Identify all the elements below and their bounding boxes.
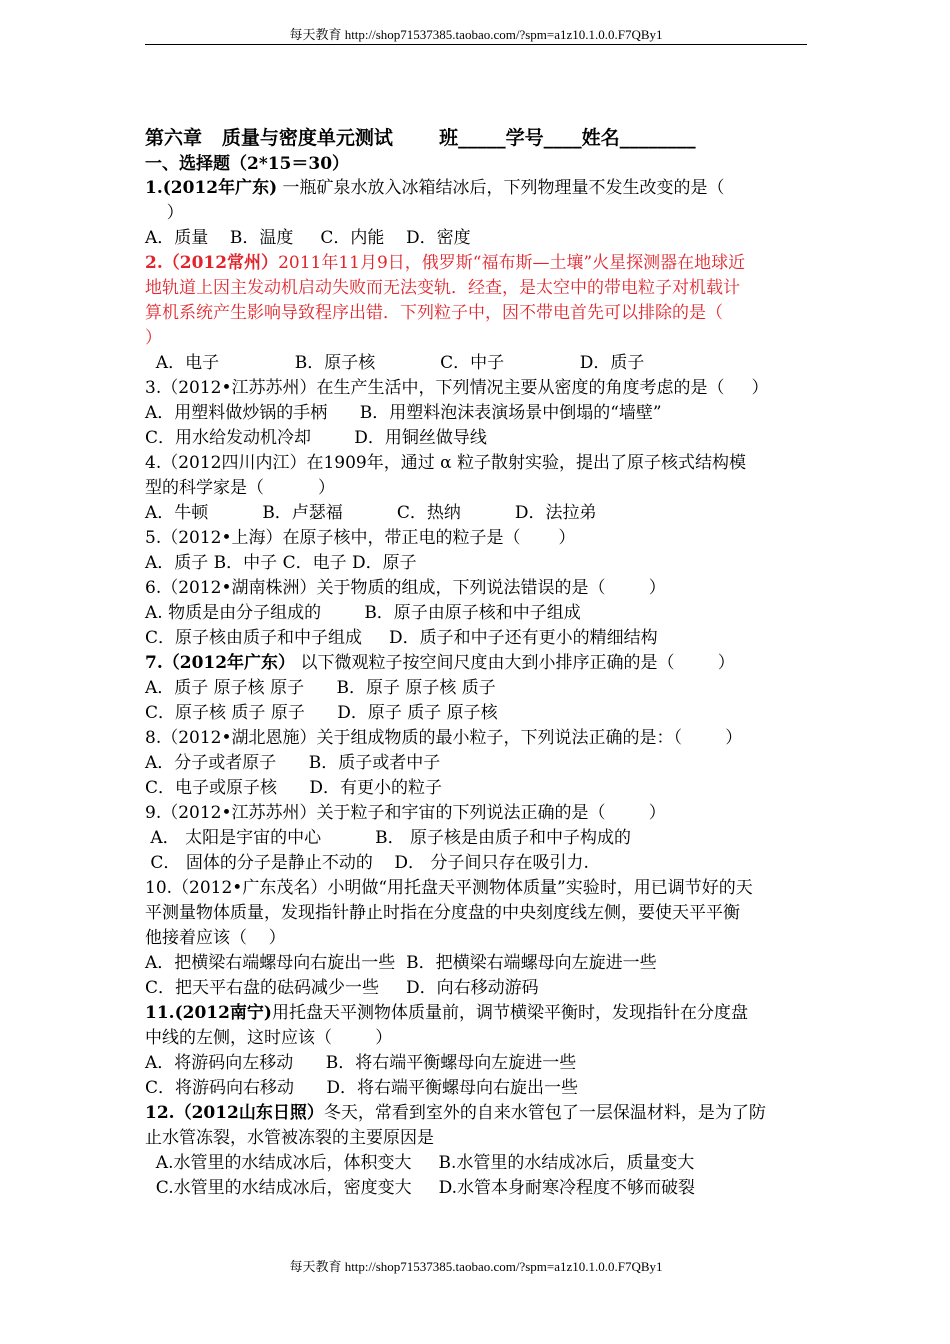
- question-options: C．原子核 质子 原子 D．原子 质子 原子核: [145, 703, 498, 723]
- question-4: [145, 451, 815, 526]
- question-source: 12.（2012山东日照）: [145, 1103, 324, 1123]
- question-text: 10.（2012•广东茂名）小明做“用托盘天平测物体质量”实验时，用已调节好的天: [145, 878, 753, 898]
- question-options: A．电子 B．原子核 C．中子 D．质子: [145, 353, 645, 373]
- question-7: [145, 651, 815, 726]
- question-2: [145, 251, 815, 351]
- question-options: A．质子 原子核 原子 B．原子 原子核 质子: [145, 678, 496, 698]
- question-text: 3.（2012•江苏苏州）在生产生活中，下列情况主要从密度的角度考虑的是（ ）: [145, 378, 769, 398]
- question-options: A．把横梁右端螺母向右旋出一些 B．把横梁右端螺母向左旋进一些: [145, 953, 657, 973]
- question-options: C．电子或原子核 D．有更小的粒子: [145, 778, 443, 798]
- question-options: A．牛顿 B．卢瑟福 C．热纳 D．法拉弟: [145, 503, 597, 523]
- question-3: [145, 376, 815, 451]
- question-text: 算机系统产生影响导致程序出错．下列粒子中，因不带电首先可以排除的是（: [145, 303, 723, 323]
- question-12: [145, 1101, 815, 1201]
- question-options: C．把天平右盘的砝码减少一些 D．向右移动游码: [145, 978, 539, 998]
- section-heading: 一、选择题（2*15＝30）: [145, 154, 350, 174]
- question-text: 地轨道上因主发动机启动失败而无法变轨．经查，是太空中的带电粒子对机载计: [145, 278, 740, 298]
- question-text: 9.（2012•江苏苏州）关于粒子和宇宙的下列说法正确的是（ ）: [145, 803, 666, 823]
- question-options: C.水管里的水结成冰后，密度变大 D.水管本身耐寒冷程度不够而破裂: [145, 1178, 696, 1198]
- question-1: [145, 176, 815, 251]
- question-options: A．分子或者原子 B．质子或者中子: [145, 753, 441, 773]
- question-10: [145, 876, 815, 1001]
- question-5: [145, 526, 815, 576]
- question-source: 1.(2012年广东): [145, 178, 278, 198]
- question-text: ）: [145, 203, 184, 223]
- question-options: C． 固体的分子是静止不动的 D． 分子间只存在吸引力.: [145, 853, 589, 873]
- question-options: A． 太阳是宇宙的中心 B． 原子核是由质子和中子构成的: [145, 828, 632, 848]
- question-text: 4.（2012四川内江）在1909年，通过 α 粒子散射实验，提出了原子核式结构模: [145, 453, 747, 473]
- question-options: A．质量 B．温度 C．内能 D．密度: [145, 228, 471, 248]
- question-text: 他接着应该（ ）: [145, 928, 286, 948]
- document-body: [145, 124, 815, 1201]
- question-source: 2.（2012常州）: [145, 253, 279, 273]
- question-text: 5.（2012•上海）在原子核中，带正电的粒子是（ ）: [145, 528, 576, 548]
- question-text: 中线的左侧，这时应该（ ）: [145, 1028, 393, 1048]
- question-options: A. 物质是由分子组成的 B．原子由原子核和中子组成: [145, 603, 581, 623]
- header-divider: [145, 44, 807, 45]
- question-options: C．用水给发动机冷却 D．用铜丝做导线: [145, 428, 487, 448]
- question-text: 用托盘天平测物体质量前，调节横梁平衡时，发现指针在分度盘: [271, 1003, 748, 1023]
- page-footer: 每天教育 http://shop71537385.taobao.com/?spm=a1z10.1.0.0.F7QBy1: [289, 1259, 663, 1274]
- question-text: 一瓶矿泉水放入冰箱结冰后，下列物理量不发生改变的是（: [277, 178, 725, 198]
- question-text: 8.（2012•湖北恩施）关于组成物质的最小粒子，下列说法正确的是：（ ）: [145, 728, 743, 748]
- question-text: 止水管冻裂，水管被冻裂的主要原因是: [145, 1128, 434, 1148]
- question-text: 平测量物体质量，发现指针静止时指在分度盘的中央刻度线左侧，要使天平平衡: [145, 903, 740, 923]
- question-text: 冬天，常看到室外的自来水管包了一层保温材料，是为了防: [323, 1103, 766, 1123]
- question-11: [145, 1001, 815, 1101]
- page-title: 第六章 质量与密度单元测试 班_____学号____姓名________: [145, 127, 696, 149]
- question-options: C．将游码向右移动 D．将右端平衡螺母向右旋出一些: [145, 1078, 579, 1098]
- question-6: [145, 576, 815, 651]
- question-options: A．将游码向左移动 B．将右端平衡螺母向左旋进一些: [145, 1053, 577, 1073]
- question-text: ）: [145, 328, 162, 348]
- question-9: [145, 801, 815, 876]
- page-header: 每天教育 http://shop71537385.taobao.com/?spm=a1z10.1.0.0.F7QBy1: [289, 27, 663, 42]
- question-8: [145, 726, 815, 801]
- question-source: 11.(2012南宁): [145, 1003, 272, 1023]
- question-options: A.水管里的水结成冰后，体积变大 B.水管里的水结成冰后，质量变大: [145, 1153, 695, 1173]
- question-source: 7.（2012年广东）: [145, 653, 296, 673]
- question-text: 型的科学家是（ ）: [145, 478, 336, 498]
- question-options: A．用塑料做炒锅的手柄 B．用塑料泡沫表演场景中倒塌的“墙壁”: [145, 403, 662, 423]
- question-options: A．质子 B．中子 C．电子 D．原子: [145, 553, 417, 573]
- question-text: 2011年11月9日，俄罗斯“福布斯—土壤”火星探测器在地球近: [278, 253, 746, 273]
- question-text: 以下微观粒子按空间尺度由大到小排序正确的是（ ）: [295, 653, 735, 673]
- question-text: 6.（2012•湖南株洲）关于物质的组成，下列说法错误的是（ ）: [145, 578, 666, 598]
- question-options: C．原子核由质子和中子组成 D．质子和中子还有更小的精细结构: [145, 628, 658, 648]
